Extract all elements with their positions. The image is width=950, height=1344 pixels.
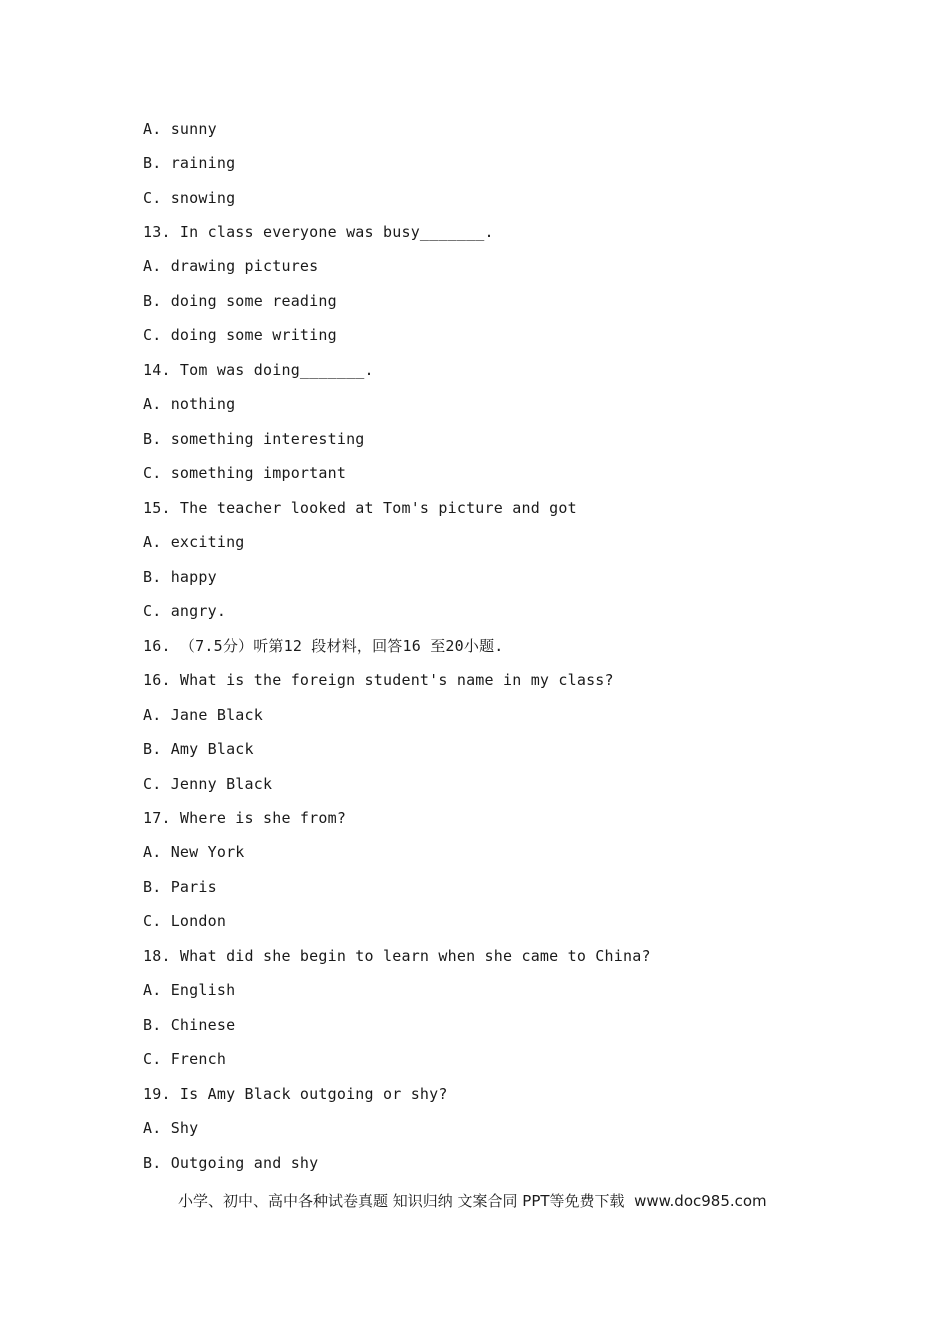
question-16: 16. What is the foreign student's name in my class? (143, 671, 614, 689)
option-14-b: B. something interesting (143, 430, 365, 448)
option-18-a: A. English (143, 981, 236, 999)
option-16-b: B. Amy Black (143, 740, 254, 758)
option-18-b: B. Chinese (143, 1016, 236, 1034)
option-12-a: A. sunny (143, 120, 217, 138)
option-15-c: C. angry. (143, 602, 227, 620)
question-15: 15. The teacher looked at Tom's picture and got (143, 499, 577, 517)
question-13: 13. In class everyone was busy_______. (143, 223, 494, 241)
option-18-c: C. French (143, 1050, 227, 1068)
question-14: 14. Tom was doing_______. (143, 361, 374, 379)
option-16-a: A. Jane Black (143, 706, 263, 724)
option-13-b: B. doing some reading (143, 292, 337, 310)
option-15-b: B. happy (143, 568, 217, 586)
option-17-a: A. New York (143, 843, 245, 861)
option-19-a: A. Shy (143, 1119, 199, 1137)
option-13-a: A. drawing pictures (143, 257, 319, 275)
option-16-c: C. Jenny Black (143, 775, 273, 793)
option-15-a: A. exciting (143, 533, 245, 551)
section-instruction: 16. （7.5分）听第12 段材料，回答16 至20小题. (143, 637, 504, 655)
question-17: 17. Where is she from? (143, 809, 347, 827)
option-14-c: C. something important (143, 464, 347, 482)
option-12-b: B. raining (143, 154, 236, 172)
option-19-b: B. Outgoing and shy (143, 1154, 319, 1172)
option-12-c: C. snowing (143, 189, 236, 207)
option-13-c: C. doing some writing (143, 326, 337, 344)
question-19: 19. Is Amy Black outgoing or shy? (143, 1085, 448, 1103)
page-footer: 小学、初中、高中各种试卷真题 知识归纳 文案合同 PPT等免费下载 www.doc985.com (178, 1192, 767, 1210)
option-14-a: A. nothing (143, 395, 236, 413)
option-17-c: C. London (143, 912, 227, 930)
option-17-b: B. Paris (143, 878, 217, 896)
question-18: 18. What did she begin to learn when she came to China? (143, 947, 651, 965)
